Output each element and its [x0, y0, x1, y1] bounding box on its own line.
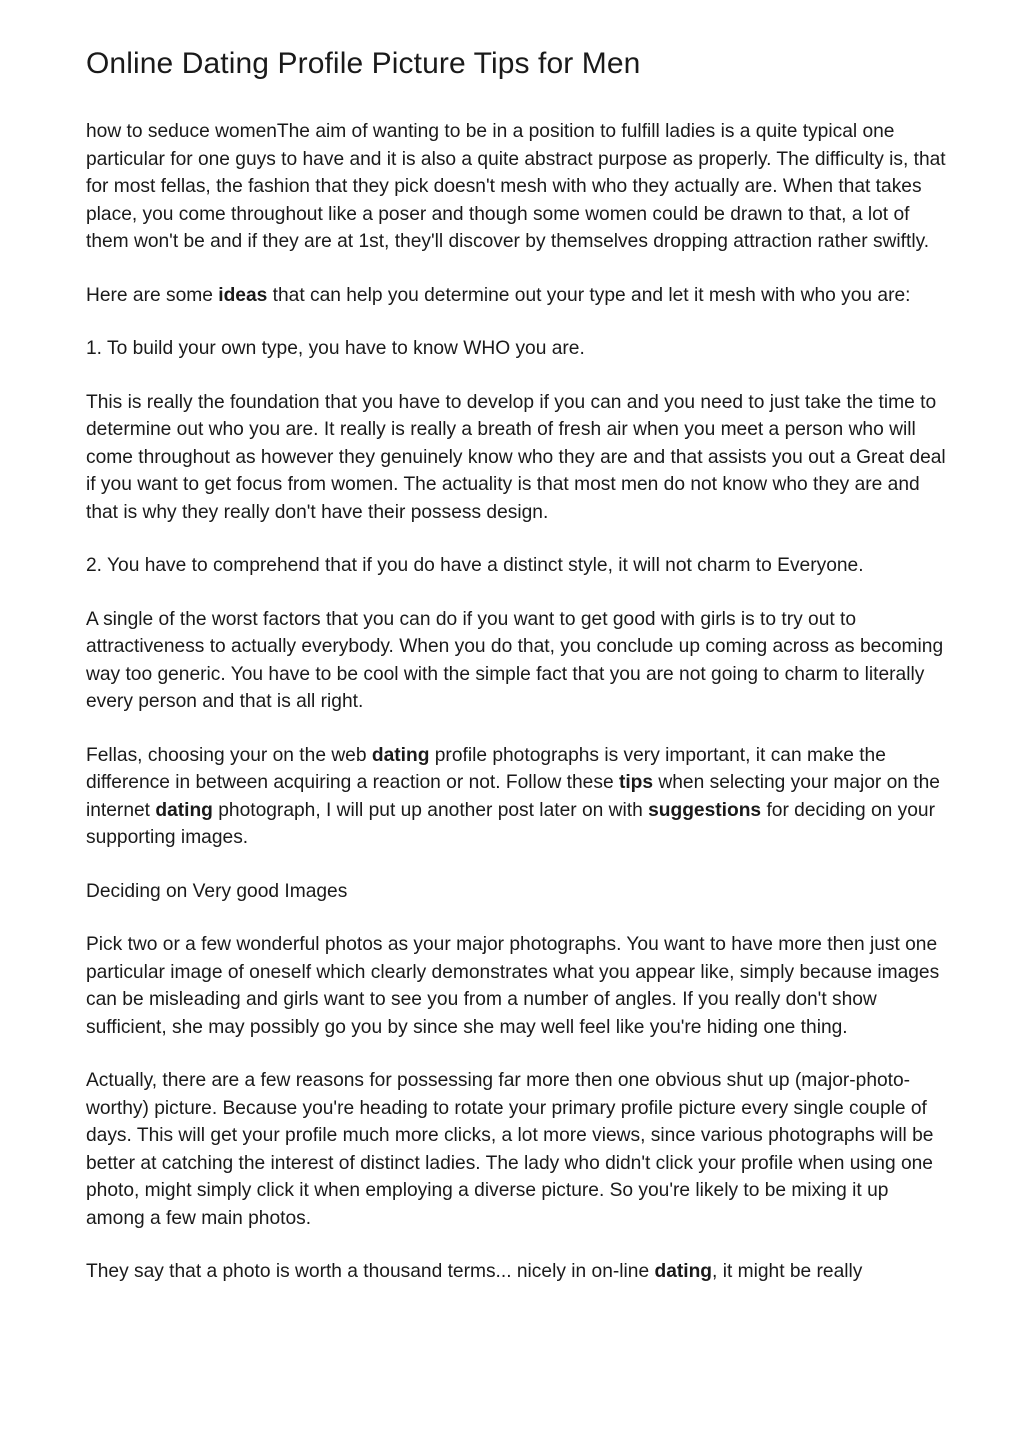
text-run: , it might be really	[712, 1261, 863, 1282]
paragraph-pick-photos: Pick two or a few wonderful photos as your major photographs. You want to have more then just one particular image of oneself which clearly demonstrates what you appear like, simply because images can be misleading and girls want to see you from a number of angles. If you really don't show sufficient, she may possibly go you by since she may well feel like you're hiding one thing.	[86, 934, 940, 1038]
text-run: They say that a photo is worth a thousand terms... nicely in on-line	[86, 1261, 655, 1282]
paragraph-point-1: 1. To build your own type, you have to know WHO you are.	[86, 338, 585, 359]
text-run: profile photographs is very important, it can make the difference in between acquiring a reaction or not. Follow these	[86, 744, 886, 793]
section-heading: Deciding on Very good Images	[86, 880, 348, 902]
bold-keyword: dating	[371, 744, 430, 766]
paragraph-intro: how to seduce womenThe aim of wanting to be in a position to fulfill ladies is a quite typical one particular for one guys to have and it is also a quite abstract purpose as properly. The difficulty is, that for most fellas, the fashion that they pick doesn't mesh with who they actually are. When that takes place, you come throughout like a poser and though some women could be drawn to that, a lot of them won't be and if they are at 1st, they'll discover by themselves dropping attraction rather swiftly.	[86, 121, 946, 252]
paragraph-ideas	[86, 282, 948, 310]
paragraph-worst-factors: A single of the worst factors that you can do if you want to get good with girls is to try out to attractiveness to actually everybody. When you do that, you conclude up coming across as becoming way too generic. You have to be cool with the simple fact that you are not going to charm to literally every person and that is all right.	[86, 608, 944, 712]
paragraph-reasons: Actually, there are a few reasons for possessing far more then one obvious shut up (major-photo-worthy) picture. Because you're heading to rotate your primary profile picture every single couple of days. This will get your profile much more clicks, a lot more views, since various photographs will be better at catching the interest of distinct ladies. The lady who didn't click your profile when using one photo, might simply click it when employing a diverse picture. So you're likely to be mixing it up among a few main photos.	[86, 1070, 934, 1229]
bold-keyword: dating	[155, 799, 213, 821]
paragraph-point-2: 2. You have to comprehend that if you do have a distinct style, it will not charm to Everyone.	[86, 555, 864, 576]
text-run: for deciding on your supporting images.	[86, 799, 935, 848]
paragraph-thousand-terms	[86, 1258, 948, 1286]
bold-keyword: dating	[654, 1261, 713, 1282]
bold-keyword: suggestions	[648, 799, 762, 821]
document-title: Online Dating Profile Picture Tips for Men	[86, 47, 641, 80]
text-run: Here are some	[86, 284, 219, 306]
document-page	[86, 44, 948, 1312]
paragraph-fellas	[86, 742, 948, 852]
text-run: when selecting your major on the internet	[86, 772, 940, 821]
text-run: Fellas, choosing your on the web	[86, 744, 372, 766]
paragraph-foundation: This is really the foundation that you have to develop if you can and you need to just take the time to determine out who you are. It really is really a breath of fresh air when you meet a person who will come throughout as however they genuinely know who they are and that assists you out a Great deal if you want to get focus from women. The actuality is that most men do not know who they are and that is why they really don't have their possess design.	[86, 391, 946, 523]
text-run: that can help you determine out your type and let it mesh with who you are:	[267, 284, 911, 306]
bold-keyword: tips	[618, 772, 654, 793]
bold-keyword: ideas	[218, 284, 268, 306]
text-run: photograph, I will put up another post later on with	[212, 799, 649, 821]
